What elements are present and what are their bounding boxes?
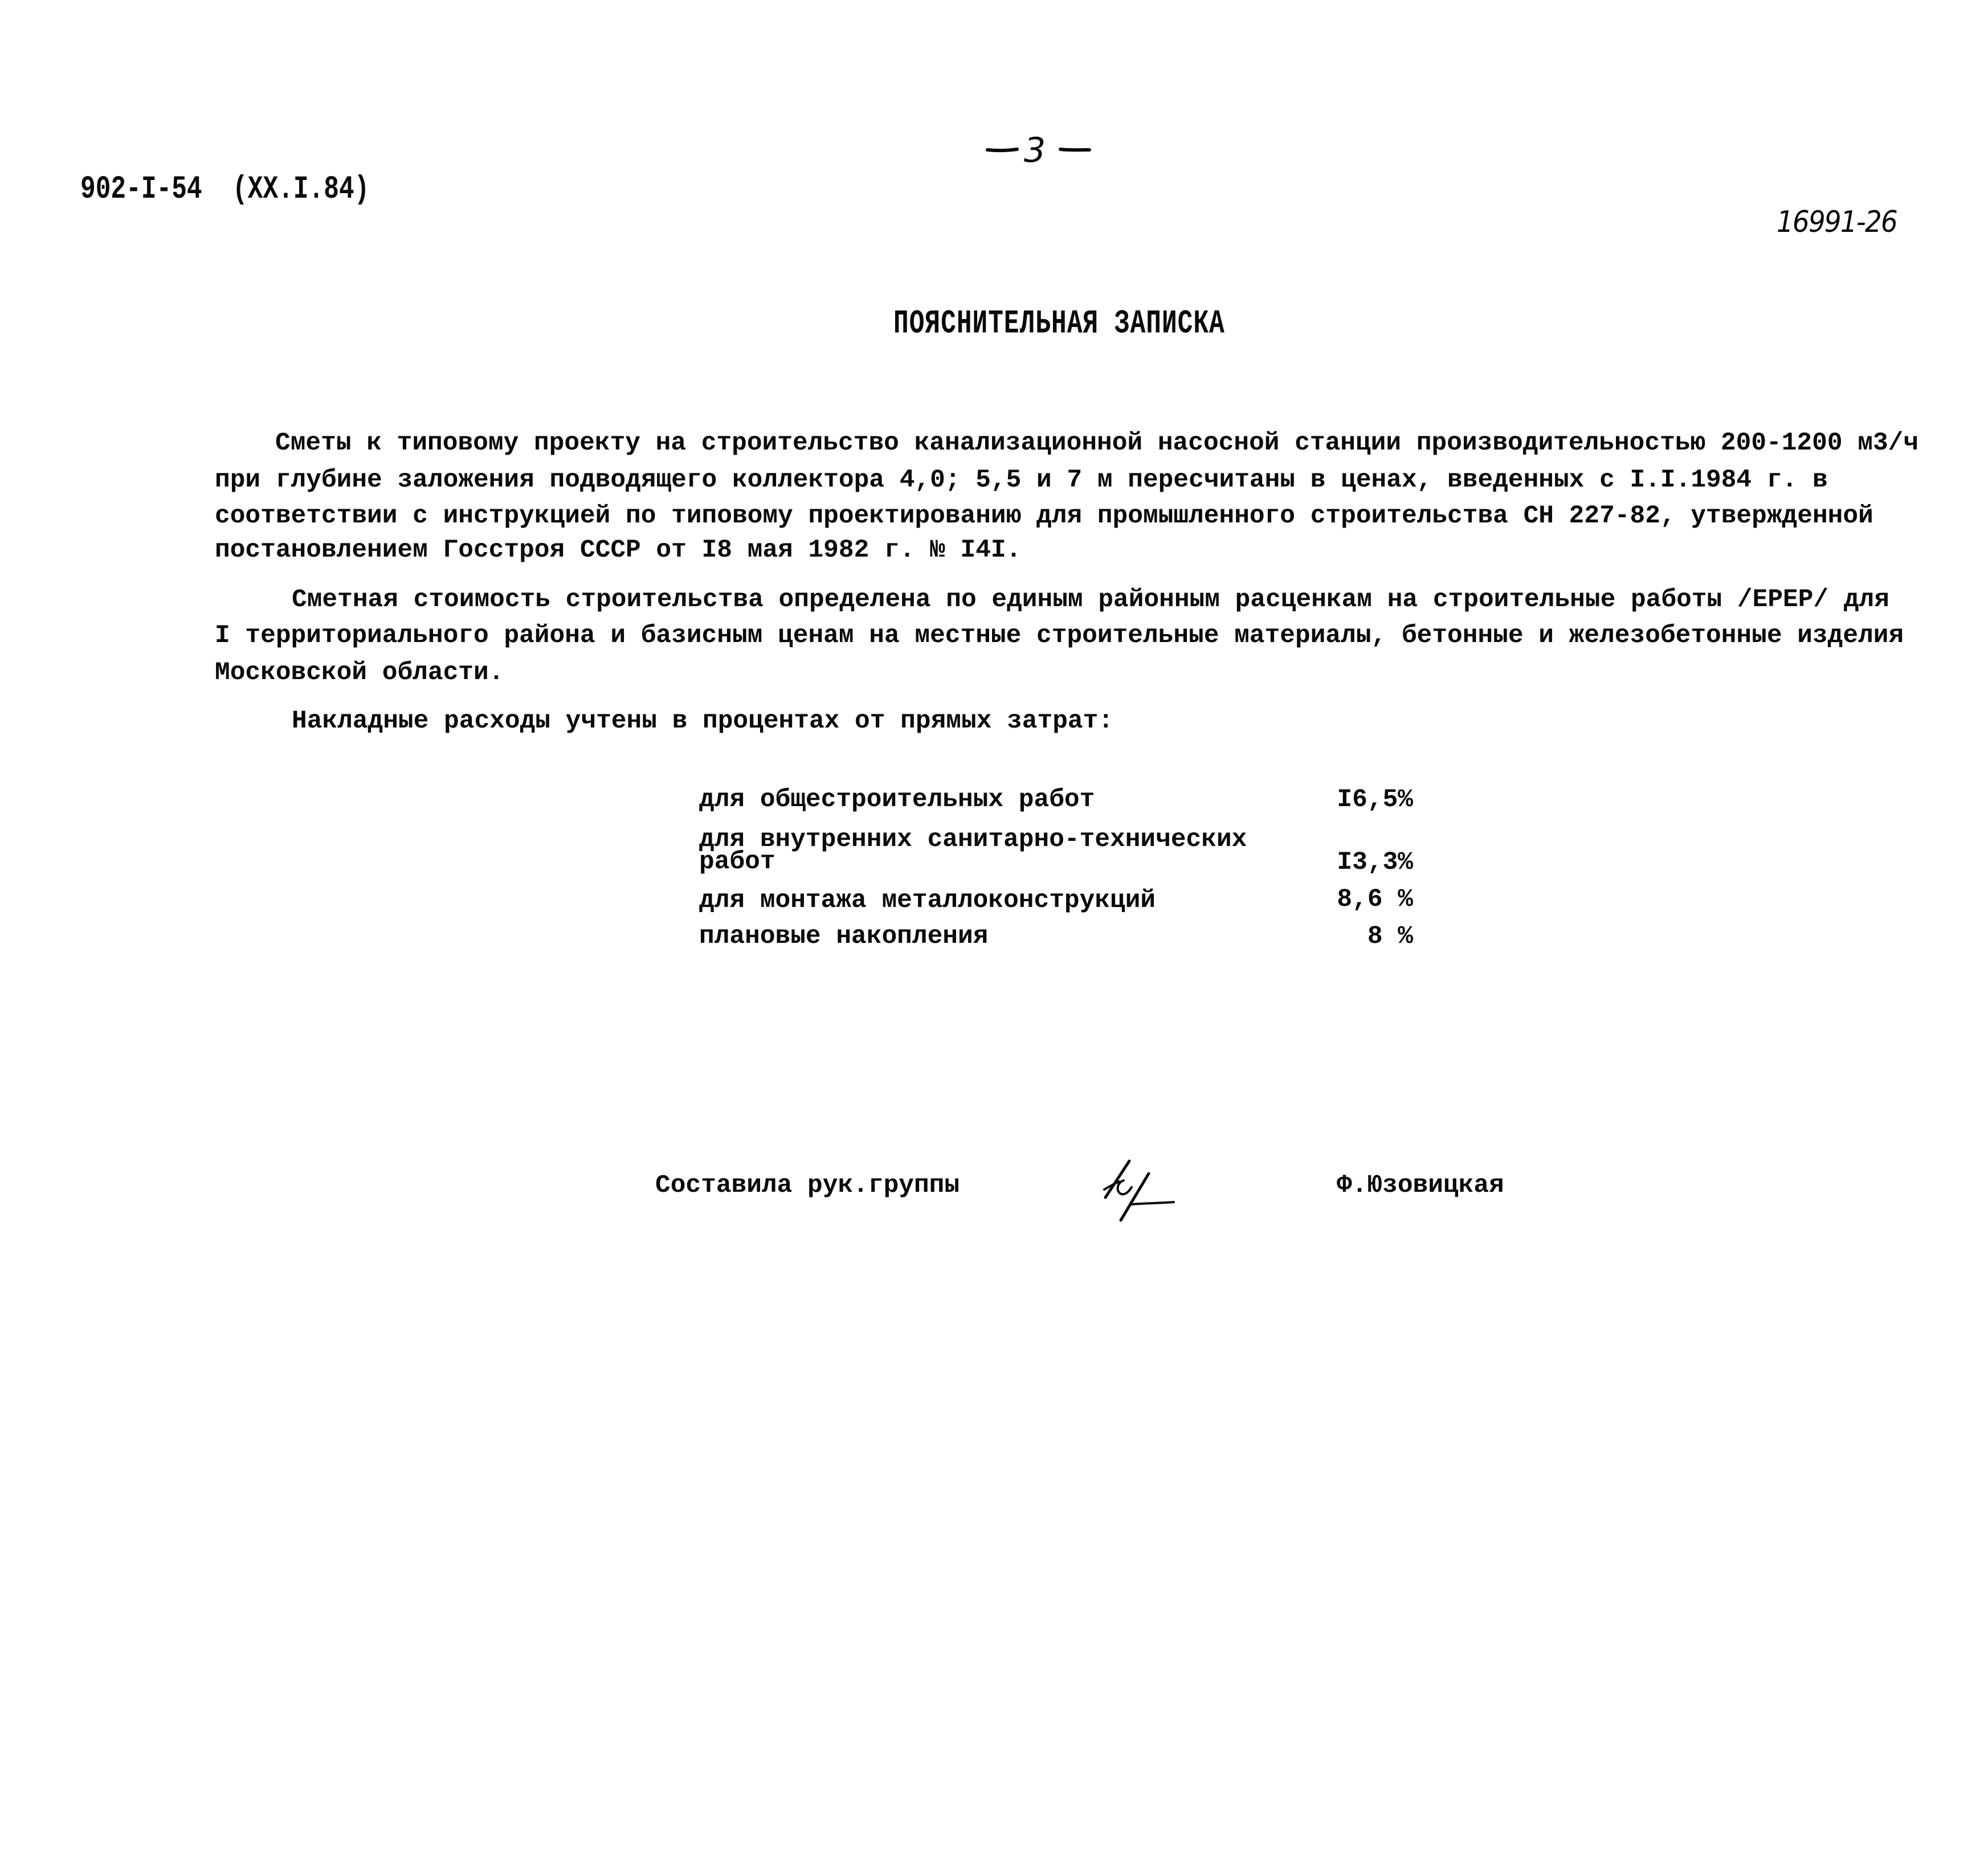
overhead-item-value: I6,5% — [1337, 786, 1413, 814]
signature-role: Составила рук.группы — [655, 1171, 960, 1200]
paragraph-1-line-3: соответствии с инструкцией по типовому проектированию для промышленного строительства СН 227-82, утвержденной — [215, 502, 1873, 530]
page-number-text: 3 — [1024, 130, 1046, 170]
signature — [1100, 1156, 1179, 1225]
inventory-number: 16991-26 — [1777, 205, 1897, 239]
signature-name: Ф.Юзовицкая — [1337, 1171, 1504, 1200]
paragraph-1-line-4: постановлением Госстроя СССР от I8 мая 1982 г. № I4I. — [215, 536, 1022, 565]
paragraph-1-line-1: Сметы к типовому проекту на строительство канализационной насосной станции производительностью 200-1200 м3/ч — [275, 429, 1919, 457]
paragraph-2-line-2: I территориального района и базисным ценам на местные строительные материалы, бетонные и железобетонные изделия — [215, 622, 1904, 650]
overhead-item-label: для общестроительных работ — [699, 786, 1095, 814]
overhead-item-value: I3,3% — [1337, 848, 1413, 877]
overhead-item-label: плановые накопления — [699, 922, 989, 951]
overhead-item-value: 8,6 % — [1337, 885, 1413, 914]
paragraph-2-line-3: Московской области. — [215, 659, 504, 687]
overhead-item-label: для монтажа металлоконструкций — [699, 886, 1156, 915]
document-code: 902-I-54 (XX.I.84) — [80, 171, 370, 208]
paragraph-1-line-2: при глубине заложения подводящего коллектора 4,0; 5,5 и 7 м пересчитаны в ценах, введенных с I.I.1984 г. в — [215, 466, 1828, 494]
signature-icon — [1100, 1156, 1179, 1225]
overhead-item-label: для внутренних санитарно-технических — [699, 825, 1247, 854]
page-title: ПОЯСНИТЕЛЬНАЯ ЗАПИСКА — [893, 305, 1225, 343]
overhead-item-label-continued: работ — [699, 848, 775, 876]
paragraph-2-line-1: Сметная стоимость строительства определена по единым районным расценкам на строительные работы /ЕРЕР/ для — [292, 586, 1889, 614]
overhead-intro: Накладные расходы учтены в процентах от прямых затрат: — [292, 707, 1114, 735]
page-number — [983, 130, 1097, 171]
overhead-item-value: 8 % — [1367, 922, 1413, 951]
